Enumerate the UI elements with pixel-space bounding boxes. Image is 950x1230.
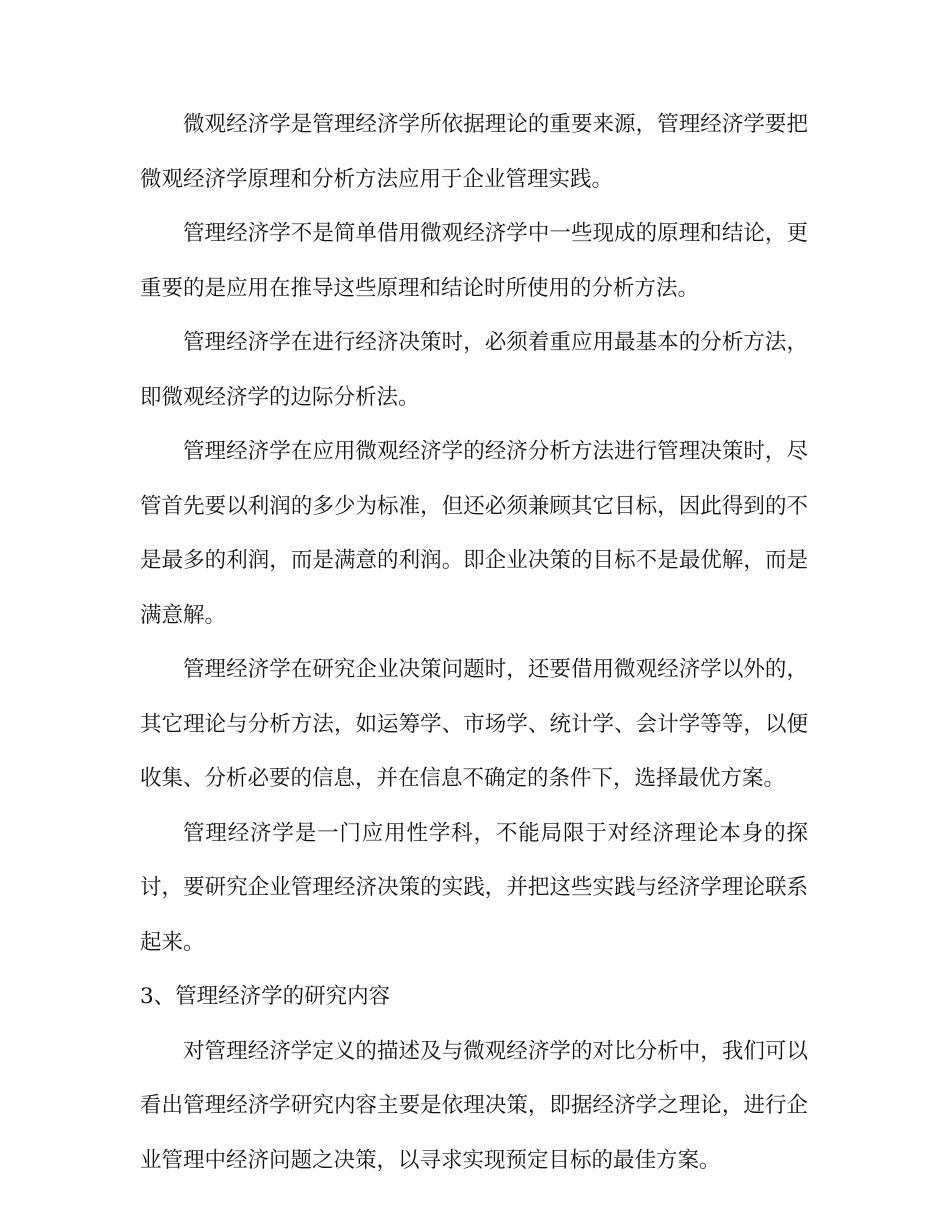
document-page	[140, 98, 808, 1188]
paragraph-satisficing-goal: 管理经济学在应用微观经济学的经济分析方法进行管理决策时，尽管首先要以利润的多少为标准，但还必须兼顾其它目标，因此得到的不是最多的利润，而是满意的利润。即企业决策的目标不是最优解，而是满意解。	[140, 439, 808, 628]
paragraph-applied-discipline: 管理经济学是一门应用性学科，不能局限于对经济理论本身的探讨，要研究企业管理经济决策的实践，并把这些实践与经济学理论联系起来。	[140, 820, 808, 955]
paragraph-micro-economics-source: 微观经济学是管理经济学所依据理论的重要来源，管理经济学要把微观经济学原理和分析方法应用于企业管理实践。	[140, 112, 808, 192]
paragraph-research-content: 对管理经济学定义的描述及与微观经济学的对比分析中，我们可以看出管理经济学研究内容主要是依理决策，即据经济学之理论，进行企业管理中经济问题之决策，以寻求实现预定目标的最佳方案。	[140, 1038, 808, 1173]
paragraph-analysis-methods: 管理经济学不是简单借用微观经济学中一些现成的原理和结论，更重要的是应用在推导这些原理和结论时所使用的分析方法。	[140, 221, 808, 301]
paragraph-marginal-analysis: 管理经济学在进行经济决策时，必须着重应用最基本的分析方法，即微观经济学的边际分析法。	[140, 330, 808, 410]
section-heading: 3、管理经济学的研究内容	[140, 984, 391, 1009]
paragraph-other-theories: 管理经济学在研究企业决策问题时，还要借用微观经济学以外的，其它理论与分析方法，如运筹学、市场学、统计学、会计学等等，以便收集、分析必要的信息，并在信息不确定的条件下，选择最优方案。	[140, 657, 808, 791]
